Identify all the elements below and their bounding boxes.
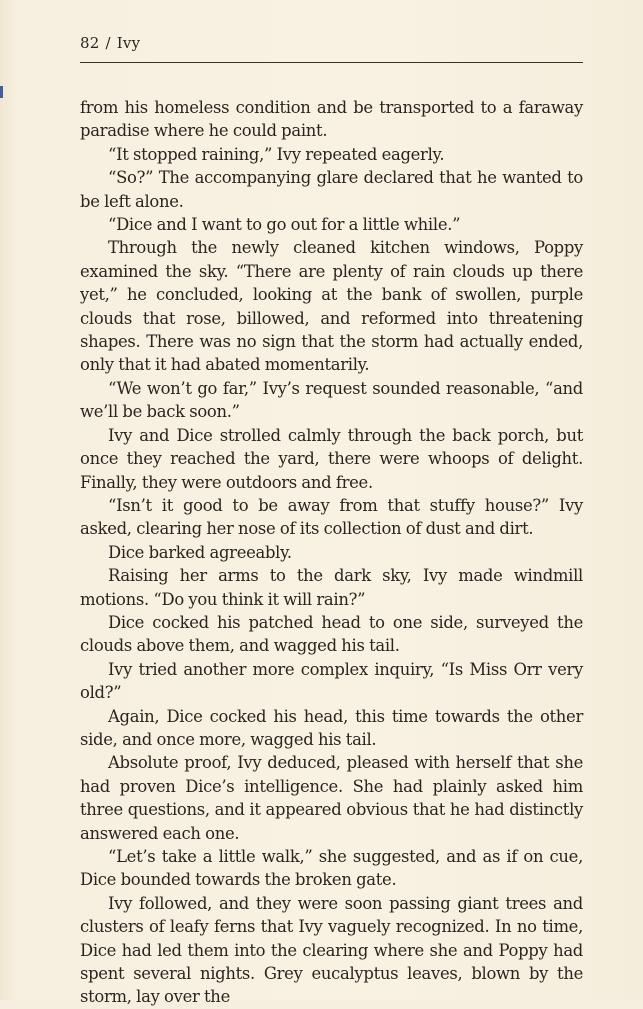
paragraph: Ivy tried another more complex inquiry, “Is Miss Orr very old?” xyxy=(80,659,583,703)
paragraph: “So?” The accompanying glare declared that he wanted to be left alone. xyxy=(80,168,583,211)
paragraph: Ivy followed, and they were soon passing giant trees and clusters of leafy ferns that Ivy vaguely recognized. In no time, Dice had led them into the clearing where she and Poppy had spent several nights. Grey eucalyptus leaves, blown by the storm, lay over the xyxy=(80,893,583,1007)
header-rule xyxy=(80,62,583,63)
body-text xyxy=(80,96,583,1009)
paragraph: “We won’t go far,” Ivy’s request sounded reasonable, “and we’ll be back soon.” xyxy=(80,378,583,422)
page-number: 82 xyxy=(80,34,100,52)
paragraph: Dice barked agreeably. xyxy=(108,542,292,562)
running-head-separator: / xyxy=(105,34,111,52)
paragraph: “It stopped raining,” Ivy repeated eagerly. xyxy=(108,144,445,164)
paragraph: “Isn’t it good to be away from that stuffy house?” Ivy asked, clearing her nose of its collection of dust and dirt. xyxy=(80,495,583,539)
running-title: Ivy xyxy=(116,34,141,52)
paragraph: Raising her arms to the dark sky, Ivy made windmill motions. “Do you think it will rain?” xyxy=(80,566,583,609)
page-edge-mark xyxy=(0,86,3,98)
paragraph: from his homeless condition and be transported to a faraway paradise where he could paint. xyxy=(80,98,583,141)
paragraph: Dice cocked his patched head to one side, surveyed the clouds above them, and wagged his tail. xyxy=(80,612,583,656)
paragraph: Again, Dice cocked his head, this time towards the other side, and once more, wagged his tail. xyxy=(80,706,583,749)
paragraph: Absolute proof, Ivy deduced, pleased with herself that she had proven Dice’s intelligence. She had plainly asked him three questions, and it appeared obvious that he had distinctly answered each one. xyxy=(80,753,583,843)
running-head xyxy=(80,34,140,52)
paragraph: Ivy and Dice strolled calmly through the back porch, but once they reached the yard, there were whoops of delight. Finally, they were outdoors and free. xyxy=(80,425,583,492)
paragraph: “Dice and I want to go out for a little while.” xyxy=(108,215,461,235)
paragraph: “Let’s take a little walk,” she suggested, and as if on cue, Dice bounded towards the broken gate. xyxy=(80,847,583,890)
paragraph: Through the newly cleaned kitchen windows, Poppy examined the sky. “There are plenty of rain clouds up there yet,” he concluded, looking at the bank of swollen, purple clouds that rose, billowed, and reformed into threatening shapes. There was no sign that the storm had actually ended, only that it had abated momentarily. xyxy=(80,238,583,375)
